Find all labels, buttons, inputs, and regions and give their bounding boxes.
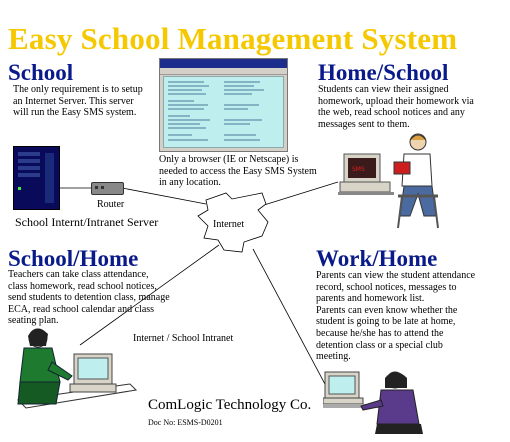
home-school-text: Students can view their assigned homework, upload their homework via the web, read school notices and any messages sent to them. (318, 84, 474, 130)
work-home-heading: Work/Home (316, 246, 438, 271)
home-school-heading: Home/School (318, 60, 449, 85)
server-label: School Internt/Intranet Server (15, 215, 159, 229)
router-internet-line (122, 188, 206, 204)
company-name: ComLogic Technology Co. (148, 397, 312, 413)
router-icon (91, 182, 124, 195)
browser-window (159, 58, 288, 152)
parent-illustration (323, 370, 430, 436)
school-home-text: Teachers can take class attendance, class homework, read school notices, send students to detention class, manage ECA, read school calendar and class seating plan. (8, 269, 170, 327)
school-text: The only requirement is to setup an Internet Server. This server will run the Easy SMS system. (13, 84, 143, 119)
server-icon (13, 146, 60, 210)
student-illustration (338, 132, 442, 232)
router-label: Router (97, 199, 125, 210)
browser-text-lines (164, 77, 283, 147)
browser-caption: Only a browser (IE or Netscape) is needed to access the Easy SMS System in any location. (159, 154, 317, 189)
teacher-illustration (12, 320, 137, 415)
doc-number: Doc No: ESMS-D0201 (148, 418, 223, 427)
work-home-text: Parents can view the student attendance record, school notices, messages to parents and homework list. Parents can even know whether the student is going to be late at home, because he/she has to attend the detention class or a special club meeting. (316, 270, 476, 363)
page-title: Easy School Management System (8, 21, 458, 56)
browser-content (163, 76, 284, 148)
browser-toolbar (160, 68, 287, 75)
intranet-label: Internet / School Intranet (133, 333, 234, 344)
browser-titlebar (160, 59, 287, 68)
svg-text:SMS: SMS (352, 166, 365, 173)
school-home-heading: School/Home (8, 246, 139, 271)
internet-label: Internet (213, 219, 245, 230)
school-heading: School (8, 60, 74, 85)
